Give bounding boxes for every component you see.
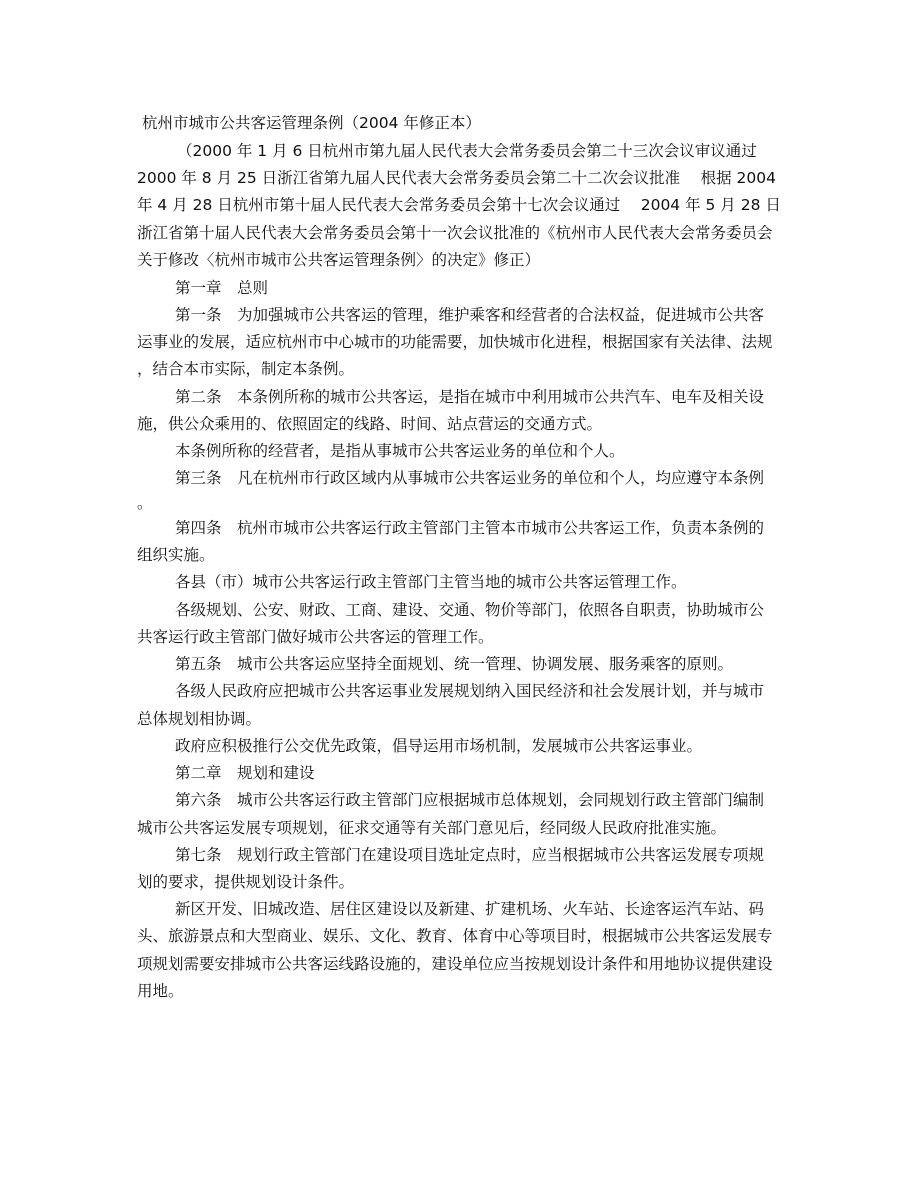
paragraph-line: 各级规划、公安、财政、工商、建设、交通、物价等部门，依照各自职责，协助城市公 xyxy=(175,601,765,619)
article-line: 运事业的发展，适应杭州市中心城市的功能需要，加快城市化进程，根据国家有关法律、法规 xyxy=(137,333,773,351)
article-line: 第四条 杭州市城市公共客运行政主管部门主管本市城市公共客运工作，负责本条例的 xyxy=(175,519,765,537)
paragraph-line: 总体规划相协调。 xyxy=(137,710,262,728)
preamble-line: 浙江省第十届人民代表大会常务委员会第十一次会议批准的《杭州市人民代表大会常务委员会 xyxy=(137,224,773,242)
article-line: 第五条 城市公共客运应坚持全面规划、统一管理、协调发展、服务乘客的原则。 xyxy=(175,655,734,673)
paragraph-line: 政府应积极推行公交优先政策，倡导运用市场机制，发展城市公共客运事业。 xyxy=(175,737,703,755)
paragraph-line: 项规划需要安排城市公共客运线路设施的，建设单位应当按规划设计条件和用地协议提供建设 xyxy=(137,955,773,973)
article-line: 第一条 为加强城市公共客运的管理，维护乘客和经营者的合法权益，促进城市公共客 xyxy=(175,306,765,324)
document-title: 杭州市城市公共客运管理条例（2004 年修正本） xyxy=(142,114,481,132)
paragraph-line: 用地。 xyxy=(137,982,184,1000)
paragraph-line: 本条例所称的经营者，是指从事城市公共客运业务的单位和个人。 xyxy=(175,442,625,460)
article-line: 。 xyxy=(137,494,153,512)
paragraph-line: 新区开发、旧城改造、居住区建设以及新建、扩建机场、火车站、长途客运汽车站、码 xyxy=(175,900,765,918)
article-line: 施，供公众乘用的、依照固定的线路、时间、站点营运的交通方式。 xyxy=(137,415,603,433)
article-line: 第三条 凡在杭州市行政区域内从事城市公共客运业务的单位和个人，均应遵守本条例 xyxy=(175,469,765,487)
chapter-heading: 第一章 总则 xyxy=(175,279,269,297)
preamble-line: 年 4 月 28 日杭州市第十届人民代表大会常务委员会第十七次会议通过 2004 年 5 月 28 日 xyxy=(137,196,781,214)
article-line: 第二条 本条例所称的城市公共客运，是指在城市中利用城市公共汽车、电车及相关设 xyxy=(175,388,765,406)
preamble-line: （2000 年 1 月 6 日杭州市第九届人民代表大会常务委员会第二十三次会议审议通过 xyxy=(177,142,757,160)
article-line: 城市公共客运发展专项规划，征求交通等有关部门意见后，经同级人民政府批准实施。 xyxy=(137,819,727,837)
article-line: 第六条 城市公共客运行政主管部门应根据城市总体规划，会同规划行政主管部门编制 xyxy=(175,791,765,809)
chapter-heading: 第二章 规划和建设 xyxy=(175,764,315,782)
paragraph-line: 各县（市）城市公共客运行政主管部门主管当地的城市公共客运管理工作。 xyxy=(175,573,687,591)
paragraph-line: 共客运行政主管部门做好城市公共客运的管理工作。 xyxy=(137,628,494,646)
preamble-line: 关于修改〈杭州市城市公共客运管理条例〉的决定》修正） xyxy=(137,251,541,269)
preamble-line: 2000 年 8 月 25 日浙江省第九届人民代表大会常务委员会第二十二次会议批准 根据 2004 xyxy=(137,169,776,187)
paragraph-line: 各级人民政府应把城市公共客运事业发展规划纳入国民经济和社会发展计划，并与城市 xyxy=(175,682,765,700)
article-line: 组织实施。 xyxy=(137,546,215,564)
paragraph-line: 头、旅游景点和大型商业、娱乐、文化、教育、体育中心等项目时，根据城市公共客运发展专 xyxy=(137,927,773,945)
article-line: 划的要求，提供规划设计条件。 xyxy=(137,873,355,891)
article-line: ，结合本市实际，制定本条例。 xyxy=(137,360,355,378)
article-line: 第七条 规划行政主管部门在建设项目选址定点时，应当根据城市公共客运发展专项规 xyxy=(175,846,765,864)
